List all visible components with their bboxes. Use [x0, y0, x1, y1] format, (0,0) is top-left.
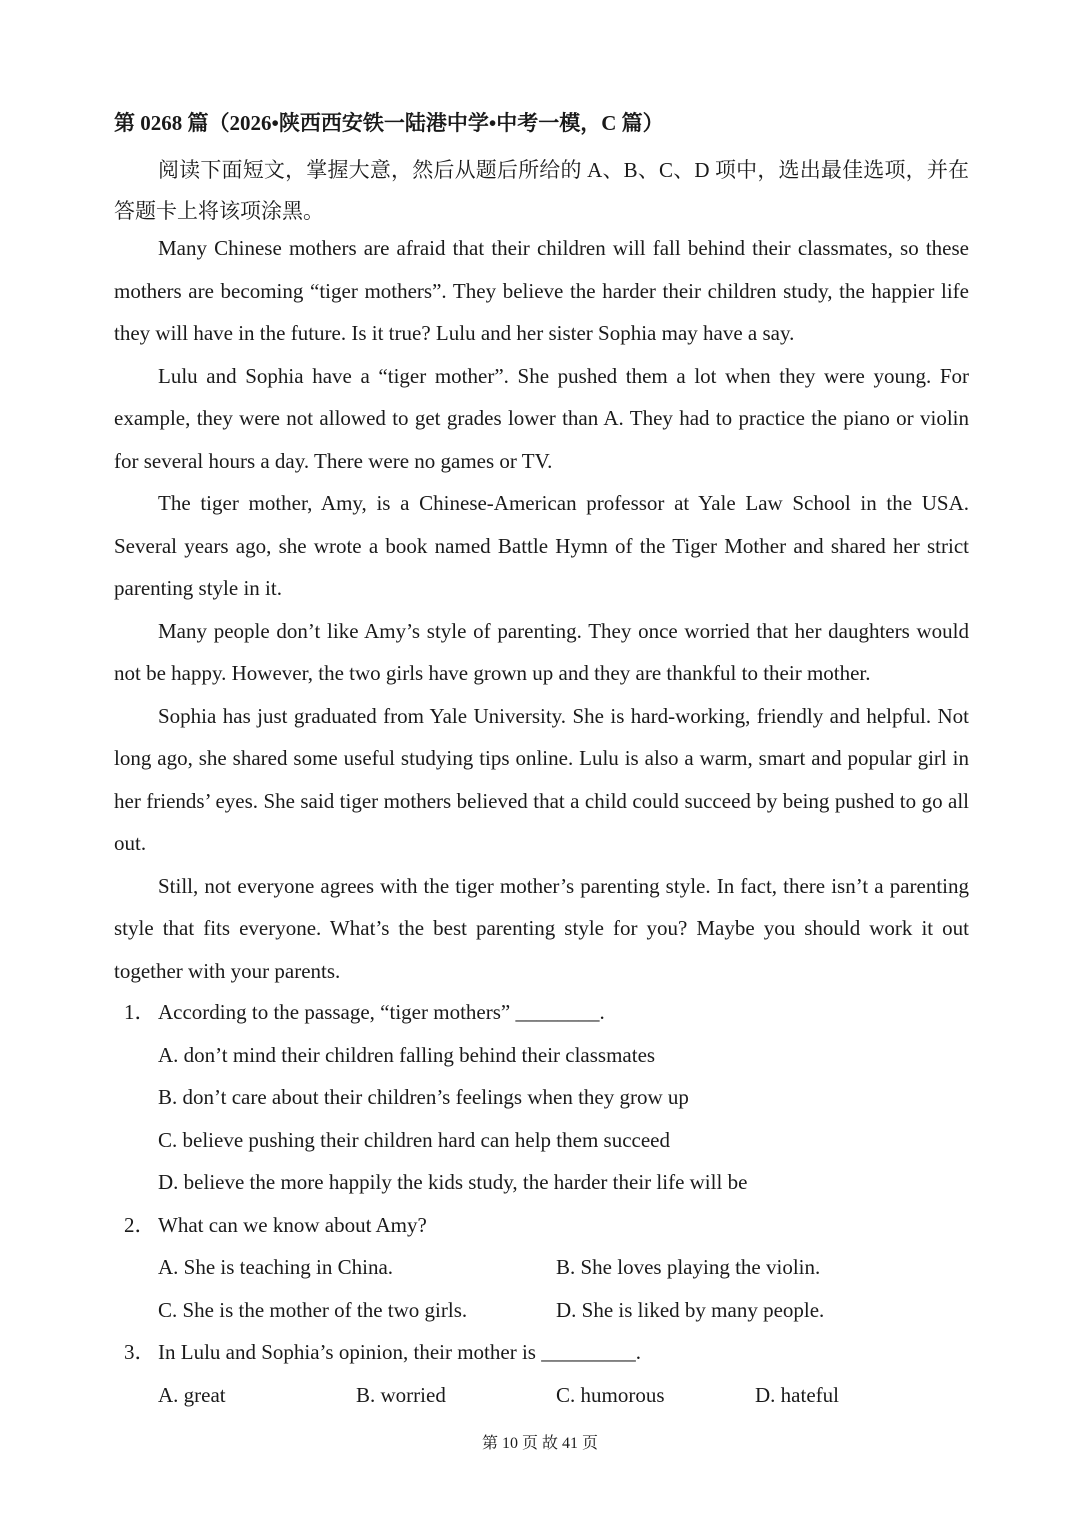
question-2: [114, 1204, 969, 1332]
question-text: In Lulu and Sophia’s opinion, their mother is _________.: [158, 1340, 641, 1364]
passage-paragraph: Sophia has just graduated from Yale University. She is hard-working, friendly and helpful. Not long ago, she shared some useful studying tips online. Lulu is also a warm, smart and popular girl in her friends’ eyes. She said tiger mothers believed that a child could succeed by being pushed to go all out.: [114, 703, 969, 855]
option-d: D. hateful: [755, 1382, 839, 1407]
passage-paragraph: Many people don’t like Amy’s style of parenting. They once worried that her daughters would not be happy. However, the two girls have grown up and they are thankful to their mother.: [114, 618, 969, 685]
option-a: A. don’t mind their children falling behind their classmates: [158, 1042, 656, 1067]
question-3: [114, 1331, 969, 1416]
option-c: C. believe pushing their children hard can help them succeed: [158, 1127, 670, 1152]
question-stem: [114, 1331, 969, 1374]
option-a: A. She is teaching in China.: [158, 1255, 394, 1279]
passage-paragraph: Many Chinese mothers are afraid that their children will fall behind their classmates, so these mothers are becoming “tiger mothers”. They believe the harder their children study, the happier life they will have in the future. Is it true? Lulu and her sister Sophia may have a say.: [114, 236, 969, 345]
option-c: C. She is the mother of the two girls.: [158, 1297, 468, 1322]
passage-paragraph: The tiger mother, Amy, is a Chinese-American professor at Yale Law School in the USA. Several years ago, she wrote a book named Battle Hymn of the Tiger Mother and shared her strict parenting style in it.: [114, 491, 969, 600]
option-b: B. She loves playing the violin.: [556, 1255, 821, 1279]
question-text: What can we know about Amy?: [158, 1212, 427, 1237]
passage-title: 第 0268 篇（2026•陕西西安铁一陆港中学•中考一模，C 篇）: [114, 111, 664, 135]
option-row: [114, 1289, 969, 1332]
option-b: B. worried: [356, 1382, 446, 1407]
question-list: [114, 991, 969, 1416]
question-number: 1．: [124, 1000, 156, 1024]
question-stem: [114, 991, 969, 1034]
option-row: [114, 1374, 969, 1417]
option-b: B. don’t care about their children’s feelings when they grow up: [158, 1085, 689, 1109]
page-footer: 第 10 页 故 41 页: [481, 1435, 598, 1452]
instructions: 阅读下面短文，掌握大意，然后从题后所给的 A、B、C、D 项中，选出最佳选项，并在答题卡上将该项涂黑。: [114, 158, 969, 223]
option-c: C. humorous: [556, 1382, 665, 1407]
option-a: A. great: [158, 1382, 226, 1407]
question-stem: [114, 1204, 969, 1247]
question-text: According to the passage, “tiger mothers” ________.: [158, 1000, 605, 1024]
option-row: [114, 1246, 969, 1289]
question-number: 2．: [124, 1212, 156, 1237]
passage-paragraph: Still, not everyone agrees with the tiger mother’s parenting style. In fact, there isn’t a parenting style that fits everyone. What’s the best parenting style for you? Maybe you should work it out together with your parents.: [114, 873, 969, 983]
reading-passage: [114, 227, 969, 992]
question-number: 3．: [124, 1340, 156, 1364]
option-d: D. She is liked by many people.: [556, 1297, 825, 1322]
question-1: [114, 991, 969, 1204]
passage-paragraph: Lulu and Sophia have a “tiger mother”. She pushed them a lot when they were young. For example, they were not allowed to get grades lower than A. They had to practice the piano or violin for several hours a day. There were no games or TV.: [114, 363, 969, 473]
option-d: D. believe the more happily the kids study, the harder their life will be: [158, 1170, 748, 1194]
